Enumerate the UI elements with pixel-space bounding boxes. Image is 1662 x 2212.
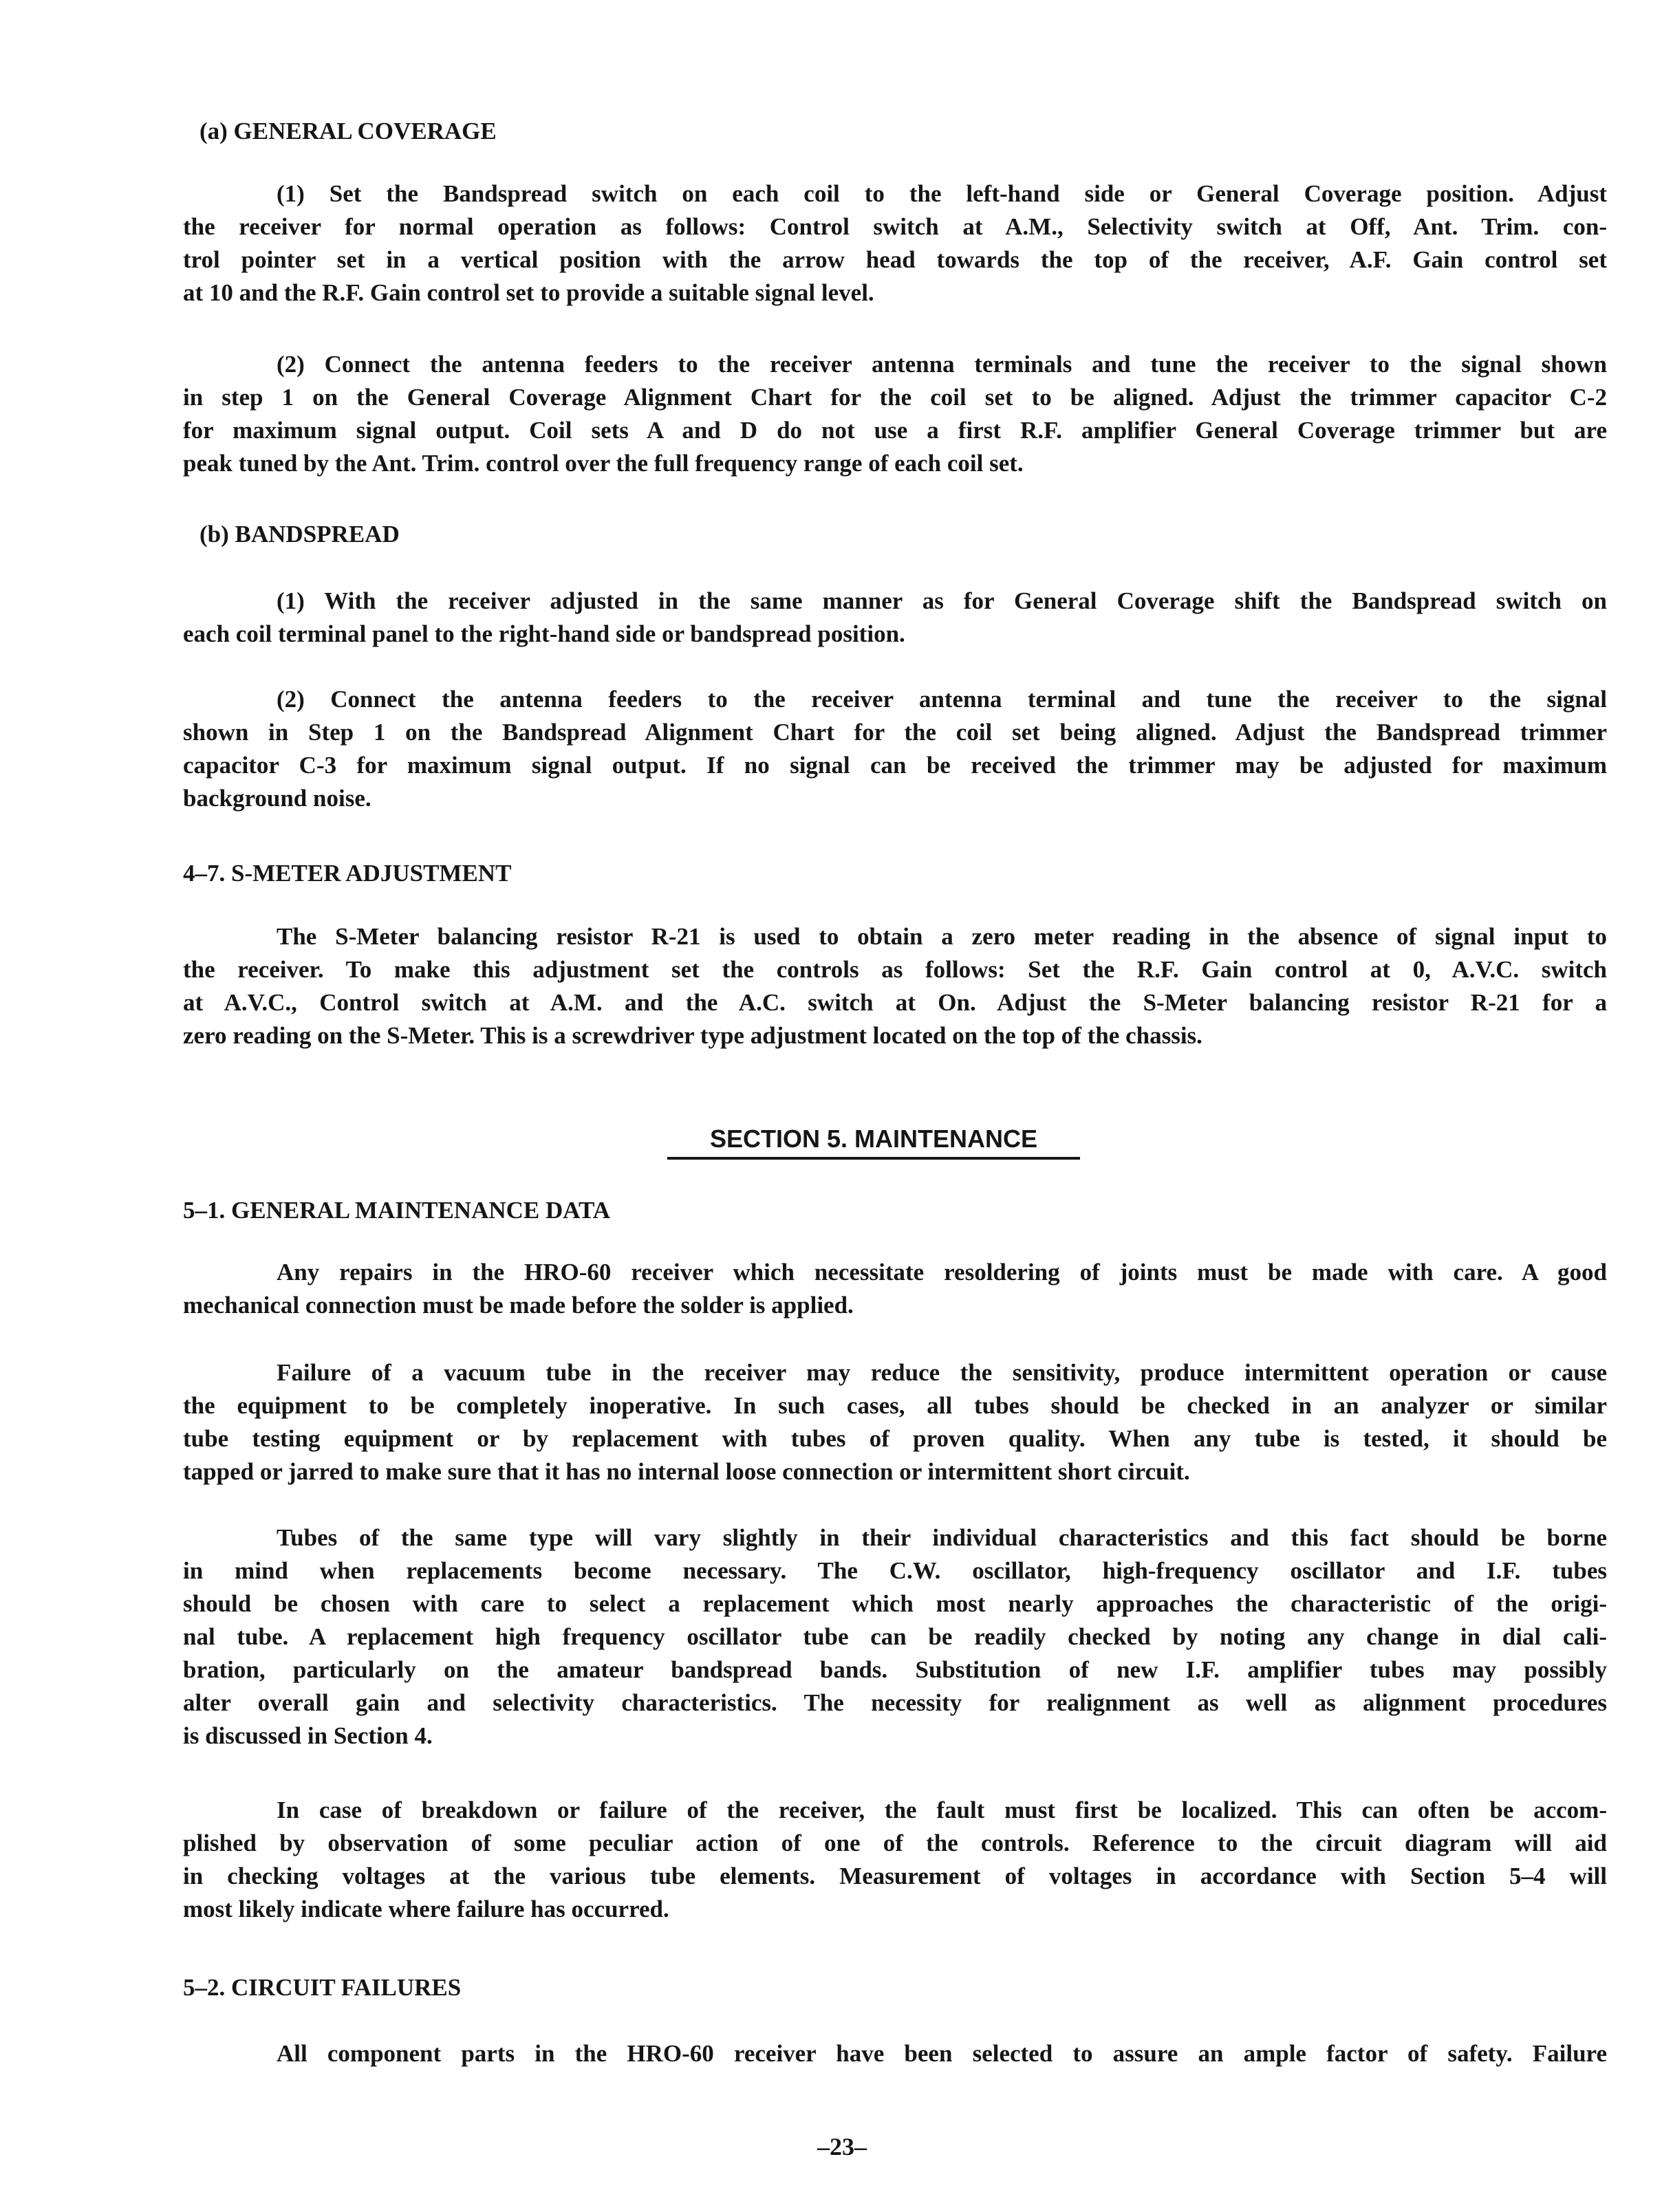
text-line: the receiver for normal operation as follows: Control switch at A.M., Selectivity switch at Off, Ant. Trim. con- [183, 213, 1607, 240]
text-line: the equipment to be completely inoperative. In such cases, all tubes should be checked in an analyzer or similar [183, 1392, 1607, 1419]
text-line: (1) With the receiver adjusted in the same manner as for General Coverage shift the Bandspread switch on [277, 587, 1607, 614]
text-line: mechanical connection must be made before the solder is applied. [183, 1292, 854, 1319]
text-line: plished by observation of some peculiar action of one of the controls. Reference to the circuit diagram will aid [183, 1830, 1607, 1856]
paragraph-5-2 [183, 2037, 1607, 2070]
text-line: background noise. [183, 785, 371, 812]
text-line: in step 1 on the General Coverage Alignment Chart for the coil set to be aligned. Adjust the trimmer capacitor C-2 [183, 384, 1607, 411]
text-line: in checking voltages at the various tube elements. Measurement of voltages in accordance with Section 5–4 will [183, 1863, 1607, 1889]
text-line: most likely indicate where failure has occurred. [183, 1896, 669, 1922]
paragraph-5-1b [183, 1356, 1607, 1488]
text-line: shown in Step 1 on the Bandspread Alignment Chart for the coil set being aligned. Adjust the Bandspread trimmer [183, 719, 1607, 746]
text-line: zero reading on the S-Meter. This is a screwdriver type adjustment located on the top of the chassis. [183, 1022, 1202, 1049]
text-line: The S-Meter balancing resistor R-21 is used to obtain a zero meter reading in the absence of signal input to [277, 923, 1607, 950]
text-line: tapped or jarred to make sure that it has no internal loose connection or intermittent short circuit. [183, 1458, 1190, 1485]
text-line: the receiver. To make this adjustment set the controls as follows: Set the R.F. Gain control at 0, A.V.C. switch [183, 956, 1607, 983]
page-number: –23– [817, 2133, 867, 2160]
paragraph-b1 [183, 585, 1607, 651]
section-underline [667, 1157, 1080, 1160]
text-line: at 10 and the R.F. Gain control set to provide a suitable signal level. [183, 279, 874, 306]
text-line: is discussed in Section 4. [183, 1722, 433, 1749]
text-line: nal tube. A replacement high frequency oscillator tube can be readily checked by noting any change in dial cali- [183, 1623, 1607, 1650]
heading-5-2: 5–2. CIRCUIT FAILURES [183, 1974, 462, 2001]
text-line: All component parts in the HRO-60 receiver have been selected to assure an ample factor of safety. Failure [277, 2040, 1607, 2067]
text-line: (1) Set the Bandspread switch on each coil to the left-hand side or General Coverage position. Adjust [277, 180, 1607, 207]
heading-general-coverage: (a) GENERAL COVERAGE [199, 118, 497, 144]
text-line: Failure of a vacuum tube in the receiver may reduce the sensitivity, produce intermittent operation or cause [277, 1359, 1607, 1386]
text-line: bration, particularly on the amateur bandspread bands. Substitution of new I.F. amplifier tubes may possibly [183, 1656, 1607, 1683]
section-title-text: SECTION 5. MAINTENANCE [709, 1125, 1038, 1153]
text-line: (2) Connect the antenna feeders to the receiver antenna terminal and tune the receiver to the signal [277, 686, 1607, 713]
text-line: each coil terminal panel to the right-hand side or bandspread position. [183, 620, 905, 647]
heading-5-1: 5–1. GENERAL MAINTENANCE DATA [183, 1197, 610, 1224]
text-line: tube testing equipment or by replacement with tubes of proven quality. When any tube is tested, it should be [183, 1425, 1607, 1452]
paragraph-5-1a [183, 1256, 1607, 1322]
paragraph-b2 [183, 683, 1607, 815]
paragraph-5-1c [183, 1521, 1607, 1753]
text-line: Any repairs in the HRO-60 receiver which necessitate resoldering of joints must be made with care. A good [277, 1259, 1607, 1286]
text-line: alter overall gain and selectivity characteristics. The necessity for realignment as well as alignment procedures [183, 1689, 1607, 1716]
paragraph-5-1d [183, 1794, 1607, 1926]
heading-bandspread: (b) BANDSPREAD [199, 521, 400, 547]
text-line: for maximum signal output. Coil sets A and D do not use a first R.F. amplifier General Coverage trimmer but are [183, 417, 1607, 444]
text-line: trol pointer set in a vertical position with the arrow head towards the top of the receiver, A.F. Gain control set [183, 246, 1607, 273]
paragraph-4-7 [183, 920, 1607, 1052]
text-line: peak tuned by the Ant. Trim. control over the full frequency range of each coil set. [183, 450, 1024, 477]
heading-4-7: 4–7. S-METER ADJUSTMENT [183, 860, 512, 887]
text-line: in mind when replacements become necessary. The C.W. oscillator, high-frequency oscillator and I.F. tubes [183, 1557, 1607, 1584]
text-line: capacitor C-3 for maximum signal output. If no signal can be received the trimmer may be adjusted for maximum [183, 752, 1607, 779]
paragraph-a1 [183, 177, 1607, 310]
text-line: (2) Connect the antenna feeders to the receiver antenna terminals and tune the receiver to the signal shown [277, 351, 1607, 378]
text-line: Tubes of the same type will vary slightly in their individual characteristics and this fact should be borne [277, 1524, 1607, 1551]
text-line: In case of breakdown or failure of the receiver, the fault must first be localized. This can often be accom- [277, 1797, 1607, 1823]
section-title [667, 1123, 1080, 1156]
paragraph-a2 [183, 348, 1607, 480]
text-line: at A.V.C., Control switch at A.M. and the A.C. switch at On. Adjust the S-Meter balancing resistor R-21 for a [183, 989, 1607, 1016]
text-line: should be chosen with care to select a replacement which most nearly approaches the characteristic of the origi- [183, 1590, 1607, 1617]
